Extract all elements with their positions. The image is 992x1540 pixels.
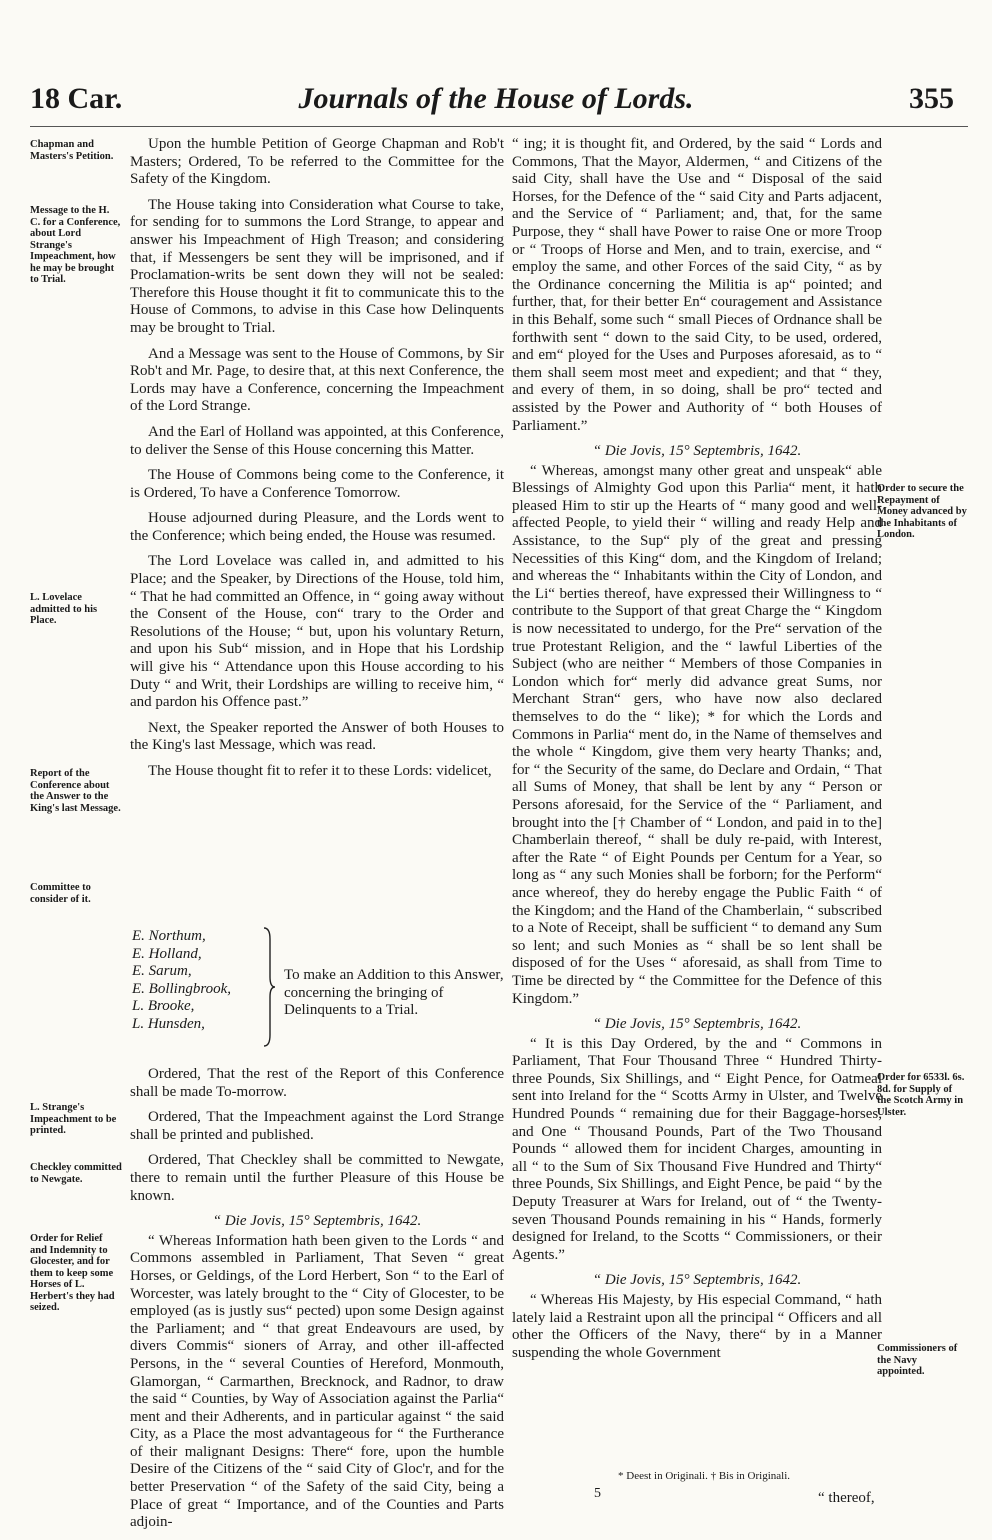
margin-note: L. Strange's Impeachment to be printed. bbox=[30, 1102, 117, 1136]
margin-note: Message to the H. C. for a Conference, about Lord Strange's Impeachment, how he may be brought to Trial. bbox=[30, 205, 121, 285]
paragraph: The House of Commons being come to the Conference, it is Ordered, To have a Conference Tomorrow. bbox=[130, 467, 504, 501]
right-column bbox=[512, 136, 882, 1370]
lord-name: E. Bollingbrook, bbox=[132, 980, 232, 997]
lord-name: E. Northum, bbox=[132, 928, 206, 944]
running-header bbox=[0, 78, 992, 122]
date-heading: “ Die Jovis, 15° Septembris, 1642. bbox=[592, 1016, 802, 1033]
date-heading: “ Die Jovis, 15° Septembris, 1642. bbox=[592, 443, 802, 460]
margin-note: Order for Relief and Indemnity to Glocester, and for them to keep some Horses of L. Herbert's they had seized. bbox=[30, 1233, 115, 1313]
paragraph: “ Whereas, amongst many other great and unspeak“ able Blessings of Almighty God upon this Parlia“ ment, it hath pleased Him to stir up the Hearts of “ many good and well-affected People, to yield their “ willing and ready Help and Assistance, to the Sup“ ply of the great and pressing Necessities of this King“ dom, and the Kingdom of Ireland; and whereas the “ Inhabitants within the City of London, and the Li“ berties thereof, have expressed their Willingness to “ contribute to the Support of that great Charge the “ Kingdom is now necessitated to undergo, for the Pre“ servation of the true Protestant Religion, and the “ lawful Liberties of the Subject (who are neither “ Members of those Companies in London which for“ merly did advance great Sums, nor Merchant Stran“ gers, who have now also declared themselves to do the “ like); * for which the Lords and Commons in Parlia“ ment do, in the Name of themselves and the whole “ Kingdom, give them very hearty Thanks; and, for “ the Security of the same, do Declare and Ordain, “ That all Sums of Money, that shall be lent by any “ Person or Persons aforesaid, for the Service of the “ Parliament, and brought into the [† Chamber of “ London, and paid in to the] Chamberlain thereof, “ shall be duly re-paid, with Interest, after the Rate “ of Eight Pounds per Centum for a Year, so long as “ any such Monies shall be forborn; for the Perform“ ance whereof, they do hereby engage the Public Faith “ of the Kingdom; and the Hand of the Chamberlain, “ subscribed to a Note of Receipt, shall be sufficient “ to demand any Sum so lent; and such Monies as “ shall be so lent shall be disposed of for the Uses “ aforesaid, as shall from Time to Time be directed by “ the Committee for the Defence of this Kingdom.” bbox=[512, 462, 882, 1007]
page-number: 355 bbox=[909, 82, 954, 115]
header-rule bbox=[30, 126, 968, 127]
margin-note: Order to secure the Repayment of Money advanced by the Inhabitants of London. bbox=[877, 483, 967, 540]
committee-purpose: To make an Addition to this Answer, concerning the bringing of Delinquents to a Trial. bbox=[284, 967, 504, 1019]
regnal-year: 18 Car. bbox=[30, 82, 123, 115]
signature-mark: 5 bbox=[594, 1486, 601, 1501]
paragraph: Ordered, That Checkley shall be committed to Newgate, there to remain until the further Pleasure of this House be known. bbox=[130, 1152, 504, 1204]
paragraph: “ Whereas His Majesty, by His especial Command, “ hath lately laid a Restraint upon all the principal “ Officers and all other the Officers of the Navy, there“ by in a Manner suspending the whole Government bbox=[512, 1292, 882, 1361]
paragraph: House adjourned during Pleasure, and the Lords went to the Conference; which being ended, the House was resumed. bbox=[130, 510, 504, 544]
footnote: * Deest in Originali. † Bis in Originali. bbox=[618, 1470, 791, 1482]
paragraph: And a Message was sent to the House of Commons, by Sir Rob't and Mr. Page, to desire that, at this next Conference, the Lords may have a Conference, concerning the Impeachment of the Lord Strange. bbox=[130, 345, 504, 415]
paragraph: The House thought fit to refer it to these Lords: videlicet, bbox=[148, 763, 492, 779]
left-column-top bbox=[130, 136, 504, 789]
margin-note: Committee to consider of it. bbox=[30, 882, 91, 905]
paragraph: The Lord Lovelace was called in, and admitted to his Place; and the Speaker, by Directions of the House, told him, “ That he had committed an Offence, in “ going away without the Consent of the House, con“ trary to the Order and Resolutions of the House; “ but, upon his voluntary Return, and upon his Sub“ mission, and in Hope that his Lordship will give his “ Attendance upon this House according to his Duty “ and Writ, their Lordships are willing to receive him, “ and pardon his Offence past.” bbox=[130, 553, 504, 711]
paragraph: Ordered, That the Impeachment against the Lord Strange shall be printed and published. bbox=[130, 1109, 504, 1143]
paragraph: Next, the Speaker reported the Answer of both Houses to the King's last Message, which was read. bbox=[130, 719, 504, 754]
paragraph: “ It is this Day Ordered, by the and “ Commons in Parliament, That Four Thousand Three “ Hundred Thirty-three Pounds, Six Shillings, and “ Eight Pence, for Oatmeal sent into Ireland for the “ Scotts Army in Ulster, and Twelve Hundred Pounds “ remaining due for their Baggage-horses, and One “ Thousand Pounds, Part of the Two Thousand Pounds “ allowed them for incident Charges, amounting in all “ to the Sum of Six Thousand Five Hundred and Thirty“ three Pounds, Six Shillings, and Eight Pence, be paid “ by the Deputy Treasurer at Wars for Ireland, out of “ the Twenty-seven Thousand Pounds remaining in his “ Hands, formerly designed for Ireland, to the Scotts “ Commissioners, or their Agents.” bbox=[512, 1035, 882, 1263]
date-heading: “ Die Jovis, 15° Septembris, 1642. bbox=[592, 1272, 802, 1289]
margin-note: Chapman and Masters's Petition. bbox=[30, 139, 114, 162]
lord-name: E. Sarum, bbox=[132, 963, 192, 980]
paragraph: Upon the humble Petition of George Chapman and Rob't Masters; Ordered, To be referred to the Committee for the Safety of the Kingdom. bbox=[130, 136, 504, 188]
paragraph: “ ing; it is thought fit, and Ordered, by the said “ Lords and Commons, That the Mayor, Aldermen, “ and Citizens of the said City, shall have the Use and “ Disposal of the said Horses, for the Defence of the “ said City and Parts adjacent, and the Service of “ Parliament; and, that, for the same Purpose, they “ shall have Power to raise One or more Troop or “ Troops of Horse and Men, and to train, exercise, and “ employ the same, and other Forces of the said City, “ as by the Ordinance concerning the Militia is ap“ pointed; and further, that, for their better En“ couragement and Assistance in this Behalf, some such “ small Pieces of Ordnance shall be forthwith sent “ down to the said City, to be used, ordered, and em“ ployed for the Uses and Purposes aforesaid, as to “ them shall seem most meet and expedient; and that “ they, and every of them, in so doing, shall be pro“ tected and assisted by the Power and Authority of “ both Houses of Parliament.” bbox=[512, 136, 882, 434]
margin-note: Checkley committed to Newgate. bbox=[30, 1162, 122, 1185]
margin-note: Report of the Conference about the Answer to the King's last Message. bbox=[30, 768, 121, 814]
margin-note: L. Lovelace admitted to his Place. bbox=[30, 592, 98, 626]
date-heading: “ Die Jovis, 15° Septembris, 1642. bbox=[212, 1213, 422, 1230]
paragraph: “ Whereas Information hath been given to the Lords “ and Commons assembled in Parliament, That Seven “ great Horses, or Geldings, of the Lord Herbert, Son “ to the Earl of Worcester, was lately brought to the “ City of Glocester, to be employed (as is justly sus“ pected) upon some Design against the Parliament; and “ that great Endeavours are used, by divers Commis“ sioners of Array, and other ill-affected Persons, in the “ several Counties of Hereford, Monmouth, Glamorgan, “ Carmarthen, Brecknock, and Radnor, to draw the said “ Counties, by Way of Association against the Parlia“ ment and their Adherents, and in particular against “ the said City, as a Place the most advantageous for “ the Furtherance of their malignant Designs: There“ fore, upon the humble Desire of the Citizens of the “ said City of Gloc'r, and for the better Preservation “ of the Safety of the said City, being a Place of great “ Importance, and of the Counties and Parts adjoin- bbox=[130, 1232, 504, 1531]
lord-name: L. Brooke, bbox=[132, 998, 195, 1015]
paragraph: Ordered, That the rest of the Report of this Conference shall be made To-morrow. bbox=[130, 1066, 504, 1100]
margin-note: Order for 6533l. 6s. 8d. for Supply of the Scotch Army in Ulster. bbox=[877, 1072, 965, 1118]
curly-brace bbox=[262, 927, 276, 1047]
left-column-bottom bbox=[130, 1066, 504, 1540]
lord-name: E. Holland, bbox=[132, 945, 202, 962]
journal-title: Journals of the House of Lords. bbox=[298, 82, 694, 115]
paragraph: And the Earl of Holland was appointed, at this Conference, to deliver the Sense of this House concerning this Matter. bbox=[130, 423, 504, 458]
margin-note: Commissioners of the Navy appointed. bbox=[877, 1343, 958, 1377]
catchword: “ thereof, bbox=[818, 1490, 875, 1506]
lords-list bbox=[132, 928, 231, 1034]
paragraph: The House taking into Consideration what Course to take, for sending for to summons the Lord Strange, to appear and answer his Impeachment of High Treason; and considering that, if Messengers be sent they will be imprisoned, and if Proclamation-writs be sent down they will not be sealed: Therefore this House thought it fit to communicate this to the House of Commons, to advise in this Case how Delinquents may be brought to Trial. bbox=[130, 196, 504, 336]
lord-name: L. Hunsden, bbox=[132, 1015, 205, 1032]
